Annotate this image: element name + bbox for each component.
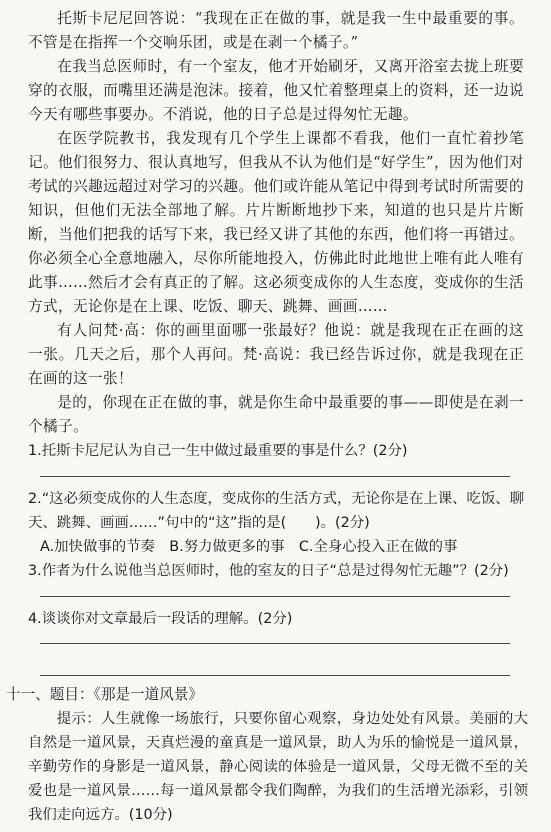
answer-line-q3[interactable] [40,596,510,597]
section-11-hint: 提示：人生就像一场旅行，只要你留心观察，身边处处有风景。美丽的大自然是一道风景，天真烂漫的童真是一道风景，助人为乐的愉悦是一道风景，辛勤劳作的身影是一道风景，静心阅读的体验是一道风景，父母无微不至的关爱也是一道风景……每一道风景都令我们陶醉，为我们的生活增光添彩，引领我们走向远方。(10分) [28,711,528,823]
section-11-title: 十一、题目：《那是一道风景》 [6,686,204,703]
question-1: 1.托斯卡尼尼认为自己一生中做过最重要的事是什么？(2分) [28,443,408,459]
passage-paragraph-4: 有人问梵·高：你的画里面哪一张最好？他说：就是我现在正在画的这一张。几天之后，那个人再问。梵·高说：我已经告诉过你，就是我现在正在画的这一张！ [28,322,524,387]
question-2-options: A.加快做事的节奏 B.努力做更多的事 C.全身心投入正在做的事 [40,539,458,555]
answer-line-q1[interactable] [40,476,510,477]
question-4: 4.谈谈你对文章最后一段话的理解。(2分) [28,611,293,627]
answer-line-q4-1[interactable] [40,643,510,644]
passage-paragraph-2: 在我当总医师时，有一个室友，他才开始刷牙，又离开浴室去拢上班要穿的衣服，而嘴里还满是泡沫。接着，他又忙着整理桌上的资料，还一边说今天有哪些事要办。不消说，他的日子总是过得匆忙无趣。 [28,58,524,123]
question-2: 2.“这必须变成你的人生态度，变成你的生活方式，无论你是在上课、吃饭、聊天、跳舞、画画……”句中的“这”指的是( )。(2分) [28,491,525,531]
passage-paragraph-5: 是的，你现在正在做的事，就是你生命中最重要的事——即使是在剥一个橘子。 [28,394,524,435]
passage-paragraph-3: 在医学院教书，我发现有几个学生上课都不看我，他们一直忙着抄笔记。他们很努力、很认真地写，但我从不认为他们是“好学生”，因为他们对考试的兴趣远超过对学习的兴趣。他们或许能从笔记中得到考试时所需要的知识，但他们无法全部地了解。片片断断地抄下来，知道的也只是片片断断，当他们把我的话写下来，我已经又讲了其他的东西，他们将一再错过。你必须全心全意地融入，尽你所能地投入，仿佛此时此地世上唯有此人唯有此事……然后才会有真正的了解。这必须变成你的人生态度，变成你的生活方式，无论你是在上课、吃饭、聊天、跳舞、画画…… [28,130,524,315]
question-3: 3.作者为什么说他当总医师时，他的室友的日子“总是过得匆忙无趣”？(2分) [28,563,509,579]
answer-line-q4-2[interactable] [40,675,510,676]
passage-paragraph-1: 托斯卡尼尼回答说：“我现在正在做的事，就是我一生中最重要的事。不管是在指挥一个交响乐团，或是在剥一个橘子。” [28,10,524,51]
